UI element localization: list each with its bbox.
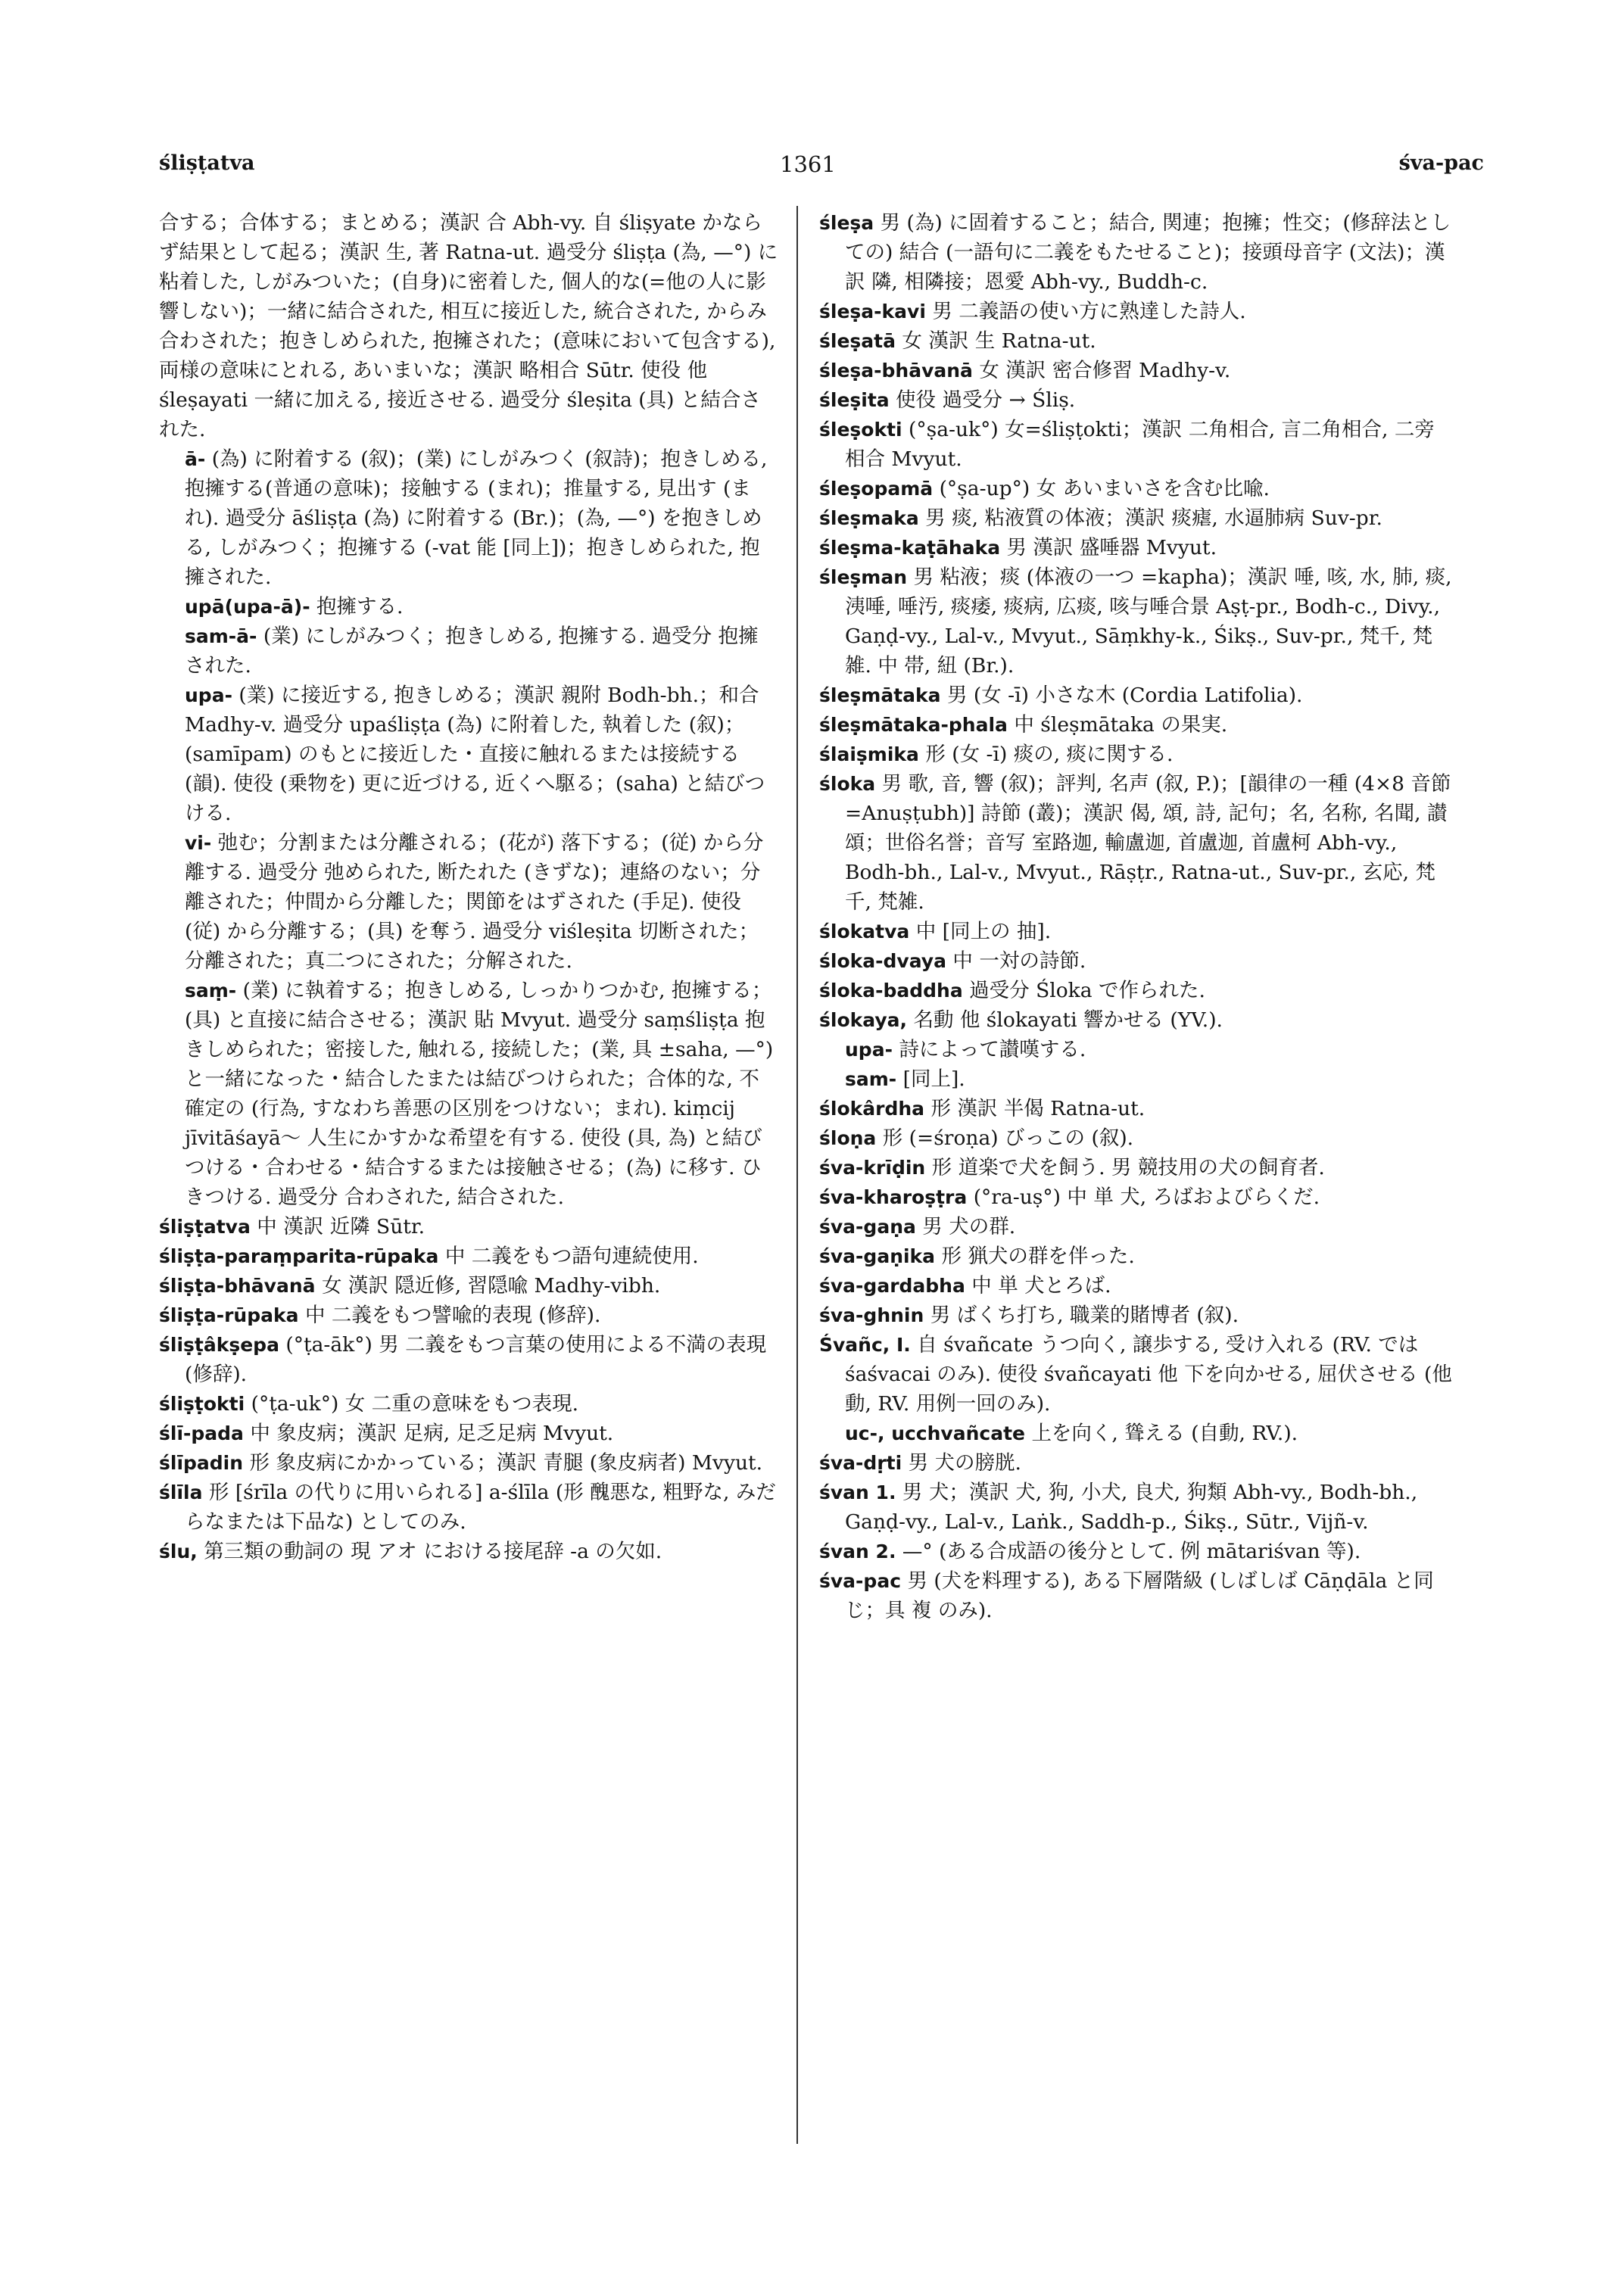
- entry-headword: ślu,: [159, 1541, 198, 1562]
- entry-definition: 使役 過受分 → Śliṣ.: [896, 388, 1076, 412]
- entry-definition: (°ṭa-āk°) 男 二義をもつ言葉の使用による不満の表現 (修辞).: [185, 1333, 767, 1386]
- entry-definition: 中 単 犬とろば.: [971, 1274, 1111, 1298]
- dictionary-entry: [819, 1123, 1454, 1153]
- dictionary-entry: [819, 1301, 1454, 1330]
- dictionary-entry: [819, 562, 1454, 681]
- dictionary-entry: [819, 415, 1454, 474]
- entry-headword: vi-: [185, 832, 212, 854]
- entry-definition: 中 一対の詩節.: [952, 949, 1086, 973]
- left-column: [159, 208, 778, 1566]
- entry-headword: śleṣmātaka-phala: [819, 714, 1008, 736]
- entry-definition: (°ṣa-uk°) 女=śliṣṭokti；漢訳 二角相合, 言二角相合, 二旁相合 Mvyut.: [845, 418, 1435, 471]
- right-column: [819, 208, 1454, 1625]
- entry-definition: 形 猟犬の群を伴った.: [941, 1245, 1135, 1268]
- running-head-left: śliṣṭatva: [159, 151, 255, 175]
- entry-definition: 弛む；分割または分離される；(花が) 落下する；(従) から分離する. 過受分 弛められた, 断たれた (きずな)；連絡のない；分離された；仲間から分離した；関節をはずされた (手足). 使役 (従) から分離する；(具) を奪う. 過受分 viśleṣita 切断された；分離された；真二つにされた；分解された.: [185, 831, 764, 973]
- dictionary-entry: [819, 1064, 1454, 1094]
- dictionary-entry: [819, 917, 1454, 946]
- entry-headword: śva-gaṇa: [819, 1216, 916, 1238]
- dictionary-entry: [819, 1330, 1454, 1419]
- entry-definition: 形 象皮病にかかっている；漢訳 青腿 (象皮病者) Mvyut.: [249, 1451, 763, 1475]
- entry-definition: 抱擁する.: [316, 595, 404, 618]
- entry-headword: ślokârdha: [819, 1098, 925, 1120]
- dictionary-entry: [819, 681, 1454, 710]
- entry-headword: śva-gardabha: [819, 1275, 965, 1297]
- entry-headword: śliṣṭatva: [159, 1216, 251, 1238]
- entry-definition: (業) に執着する；抱きしめる, しっかりつかむ, 抱擁する；(具) と直接に結合させる；漢訳 貼 Mvyut. 過受分 saṃśliṣṭa 抱きしめられた；密接した, 触れる, 接続した；(業, 具 ±saha, —°) と一緒になった・結合したまたは結びつけられた；合体的な, 不確定の (行為, すなわち善悪の区別をつけない；まれ). kiṃcij jīvitāśayā～ 人生にかすかな希望を有する. 使役 (具, 為) と結びつける・合わせる・結合するまたは接触させる；(為) に移す. ひきつける. 過受分 合わされた, 結合された.: [185, 979, 774, 1209]
- dictionary-entry: [819, 1182, 1454, 1212]
- dictionary-entry: [819, 385, 1454, 415]
- entry-headword: śleṣa: [819, 212, 874, 234]
- dictionary-entry: [819, 976, 1454, 1005]
- entry-definition: (°ṭa-uk°) 女 二重の意味をもつ表現.: [251, 1392, 579, 1416]
- dictionary-entry: [159, 1389, 778, 1419]
- page-number: 1361: [780, 151, 836, 177]
- entry-headword: śleṣita: [819, 389, 890, 411]
- entry-headword: śva-krīḍin: [819, 1157, 926, 1179]
- entry-headword: śliṣṭa-rūpaka: [159, 1304, 299, 1326]
- entry-headword: śleṣopamā: [819, 478, 934, 500]
- entry-definition: 男 二義語の使い方に熟達した詩人.: [932, 300, 1246, 323]
- entry-definition: 男 犬；漢訳 犬, 狗, 小犬, 良犬, 狗類 Abh-vy., Bodh-bh., Gaṇḍ-vy., Lal-v., Laṅk., Saddh-p., Śikṣ., Sūtr., Vijñ-v.: [845, 1481, 1418, 1534]
- entry-definition: 中 漢訳 近隣 Sūtr.: [257, 1215, 425, 1238]
- dictionary-entry: [819, 1537, 1454, 1566]
- entry-definition: 形 道楽で犬を飼う. 男 競技用の犬の飼育者.: [931, 1156, 1325, 1179]
- dictionary-entry: [819, 208, 1454, 297]
- entry-headword: śloka: [819, 773, 876, 795]
- entry-definition: 中 śleṣmātaka の果実.: [1014, 713, 1228, 737]
- dictionary-entry: [819, 1566, 1454, 1625]
- entry-definition: 男 粘液；痰 (体液の一つ =kapha)；漢訳 唾, 咳, 水, 肺, 痰, 洟唾, 唾汚, 痰痿, 痰病, 広痰, 咳与唾合景 Aṣṭ-pr., Bodh-c., Divy., Gaṇḍ-vy., Lal-v., Mvyut., Sāṃkhy-k., Śikṣ., Suv-pr., 梵千, 梵雑. 中 帯, 紐 (Br.).: [845, 565, 1452, 678]
- entry-definition: 中 二義をもつ譬喩的表現 (修辞).: [304, 1304, 601, 1327]
- entry-headword: śvan 1.: [819, 1481, 896, 1503]
- entry-definition: (業) にしがみつく；抱きしめる, 抱擁する. 過受分 抱擁された.: [185, 625, 759, 678]
- dictionary-entry: [159, 681, 778, 828]
- dictionary-entry: [159, 1478, 778, 1537]
- entry-definition: 形 漢訳 半偈 Ratna-ut.: [930, 1097, 1146, 1120]
- entry-definition: 男 犬の群.: [922, 1215, 1016, 1238]
- entry-headword: ślī-pada: [159, 1422, 244, 1444]
- entry-definition: 名動 他 ślokayati 響かせる (YV.).: [913, 1008, 1223, 1032]
- dictionary-entry: [159, 828, 778, 976]
- column-divider: [796, 206, 798, 2144]
- entry-definition: (°ra-uṣ°) 中 単 犬, ろばおよびらくだ.: [973, 1185, 1320, 1209]
- entry-definition: 中 二義をもつ語句連続使用.: [444, 1245, 699, 1268]
- running-head-right: śva-pac: [1398, 151, 1484, 175]
- dictionary-entry: [819, 769, 1454, 917]
- entry-headword: śliṣṭâkṣepa: [159, 1334, 279, 1356]
- entry-headword: Śvañc, I.: [819, 1334, 911, 1356]
- dictionary-entry: [819, 1478, 1454, 1537]
- dictionary-entry: [819, 1271, 1454, 1301]
- dictionary-entry: [819, 1212, 1454, 1242]
- entry-headword: śva-dṛti: [819, 1452, 902, 1474]
- entry-definition: 第三類の動詞の 現 アオ における接尾辞 -a の欠如.: [204, 1540, 662, 1563]
- entry-headword: śleṣokti: [819, 419, 902, 441]
- dictionary-entry: [819, 1242, 1454, 1271]
- dictionary-entry: [819, 297, 1454, 326]
- dictionary-entry: [159, 1330, 778, 1389]
- entry-headword: śliṣṭa-bhāvanā: [159, 1275, 316, 1297]
- dictionary-entry: [819, 356, 1454, 385]
- dictionary-entry: [819, 710, 1454, 740]
- entry-headword: śleṣmātaka: [819, 684, 941, 706]
- entry-headword: śvan 2.: [819, 1541, 896, 1562]
- entry-definition: 形 (女 -ī) 痰の, 痰に関する.: [925, 743, 1174, 766]
- entry-headword: śva-pac: [819, 1570, 902, 1592]
- dictionary-entry: [819, 1153, 1454, 1182]
- dictionary-entry: [159, 622, 778, 681]
- entry-definition: 女 漢訳 生 Ratna-ut.: [902, 329, 1096, 353]
- entry-definition: 男 ばくち打ち, 職業的賭博者 (叙).: [930, 1304, 1239, 1327]
- entry-definition: 中 象皮病；漢訳 足病, 足乏足病 Mvyut.: [250, 1422, 614, 1445]
- entry-headword: uc-, ucchvañcate: [845, 1422, 1025, 1444]
- entry-definition: 上を向く, 聳える (自動, RV.).: [1031, 1422, 1298, 1445]
- dictionary-entry: [159, 208, 778, 444]
- entry-headword: śloka-dvaya: [819, 950, 946, 972]
- entry-headword: ślaiṣmika: [819, 743, 919, 765]
- entry-headword: śva-ghnin: [819, 1304, 924, 1326]
- dictionary-entry: [159, 1419, 778, 1448]
- entry-definition: (°ṣa-up°) 女 あいまいさを含む比喩.: [939, 477, 1270, 500]
- entry-definition: 合する；合体する；まとめる；漢訳 合 Abh-vy. 自 śliṣyate かならず結果として起る；漢訳 生, 著 Ratna-ut. 過受分 śliṣṭa (為, —°) に粘着した, しがみついた；(自身)に密着した, 個人的な(=他の人に影響しない)；一緒に結合された, 相互に接近した, 統合された, からみ合わされた；抱きしめられた, 抱擁された；(意味において包含する), 両様の意味にとれる, あいまいな；漢訳 略相合 Sūtr. 使役 他 śleṣayati 一緒に加える, 接近させる. 過受分 śleṣita (具) と結合された.: [159, 211, 778, 441]
- dictionary-entry: [819, 474, 1454, 503]
- entry-definition: (為) に附着する (叙)；(業) にしがみつく (叙詩)；抱きしめる, 抱擁する(普通の意味)；接触する (まれ)；推量する, 見出す (まれ). 過受分 āśliṣṭa (為) に附着する (Br.)；(為, —°) を抱きしめる, しがみつく；抱擁する (-vat 能 [同上])；抱きしめられた, 抱擁された.: [185, 447, 768, 589]
- dictionary-entry: [159, 1301, 778, 1330]
- entry-definition: 男 (犬を料理する), ある下層階級 (しばしば Cāṇḍāla と同じ；具 複 のみ).: [845, 1569, 1434, 1622]
- entry-headword: ślokatva: [819, 921, 910, 942]
- entry-definition: —° (ある合成語の後分として. 例 mātariśvan 等).: [902, 1540, 1361, 1563]
- dictionary-entry: [159, 1448, 778, 1478]
- entry-headword: śleṣmaka: [819, 507, 919, 529]
- entry-definition: 男 (為) に固着すること；結合, 関連；抱擁；性交；(修辞法としての) 結合 (一語句に二義をもたせること)；接頭母音字 (文法)；漢訳 隣, 相隣接；恩愛 Abh-vy., Buddh-c.: [845, 211, 1451, 294]
- dictionary-entry: [159, 976, 778, 1212]
- dictionary-entry: [819, 1094, 1454, 1123]
- entry-headword: ā-: [185, 448, 206, 470]
- entry-definition: 男 痰, 粘液質の体液；漢訳 痰瘧, 水逼肺病 Suv-pr.: [925, 506, 1382, 530]
- entry-headword: sam-ā-: [185, 625, 257, 647]
- dictionary-entry: [819, 1035, 1454, 1064]
- entry-definition: 形 [śrīla の代りに用いられる] a-ślīla (形 醜悪な, 粗野な, みだらなまたは下品な) としてのみ.: [185, 1481, 776, 1534]
- entry-headword: upā(upa-ā)-: [185, 596, 310, 618]
- dictionary-entry: [819, 533, 1454, 562]
- entry-headword: śleṣa-kavi: [819, 301, 926, 322]
- dictionary-entry: [159, 1271, 778, 1301]
- dictionary-entry: [819, 946, 1454, 976]
- entry-headword: śliṣṭa-paraṃparita-rūpaka: [159, 1245, 439, 1267]
- dictionary-entry: [819, 326, 1454, 356]
- entry-definition: [同上].: [902, 1067, 965, 1091]
- entry-definition: 過受分 Śloka で作られた.: [969, 979, 1205, 1002]
- entry-definition: 形 (=śroṇa) びっこの (叙).: [882, 1126, 1134, 1150]
- entry-headword: śleṣma-kaṭāhaka: [819, 537, 1001, 559]
- dictionary-entry: [159, 444, 778, 592]
- entry-headword: śloka-baddha: [819, 980, 963, 1002]
- entry-headword: śleṣatā: [819, 330, 896, 352]
- entry-definition: 自 śvañcate うつ向く, 譲歩する, 受け入れる (RV. では śaśvacai のみ). 使役 śvañcayati 他 下を向かせる, 屈伏させる (他動, RV. 用例一回のみ).: [845, 1333, 1452, 1416]
- entry-headword: śloṇa: [819, 1127, 877, 1149]
- dictionary-entry: [159, 1212, 778, 1242]
- entry-headword: upa-: [185, 684, 232, 706]
- dictionary-entry: [159, 592, 778, 622]
- dictionary-entry: [819, 503, 1454, 533]
- dictionary-entry: [819, 1005, 1454, 1035]
- entry-definition: 詩によって讃嘆する.: [899, 1038, 1086, 1061]
- entry-definition: (業) に接近する, 抱きしめる；漢訳 親附 Bodh-bh.；和合 Madhy-v. 過受分 upaśliṣṭa (為) に附着した, 執着した (叙)；(samīpam) のもとに接近した・直接に触れるまたは接続する (韻). 使役 (乗物を) 更に近づける, 近くへ駆る；(saha) と結びつける.: [185, 684, 765, 825]
- entry-headword: śva-kharoṣṭra: [819, 1186, 968, 1208]
- entry-headword: ślīla: [159, 1481, 203, 1503]
- entry-headword: ślīpadin: [159, 1452, 244, 1474]
- dictionary-entry: [819, 1419, 1454, 1448]
- entry-headword: śleṣman: [819, 566, 908, 588]
- entry-headword: śva-gaṇika: [819, 1245, 936, 1267]
- dictionary-entry: [819, 1448, 1454, 1478]
- entry-definition: 女 漢訳 隠近修, 習隠喩 Madhy-vibh.: [321, 1274, 661, 1298]
- entry-definition: 男 歌, 音, 響 (叙)；評判, 名声 (叙, P.)；[韻律の一種 (4×8 音節 =Anuṣṭubh)] 詩節 (叢)；漢訳 偈, 頌, 詩, 記句；名, 名称, 名聞, 讃頌；世俗名誉；音写 室路迦, 輸盧迦, 首盧迦, 首盧柯 Abh-vy., Bodh-bh., Lal-v., Mvyut., Rāṣṭr., Ratna-ut., Suv-pr., 玄応, 梵千, 梵雑.: [845, 772, 1451, 914]
- entry-definition: 中 [同上の 抽].: [915, 920, 1052, 943]
- entry-headword: śliṣṭokti: [159, 1393, 245, 1415]
- entry-definition: 男 犬の膀胱.: [908, 1451, 1021, 1475]
- entry-definition: 男 漢訳 盛唾器 Mvyut.: [1006, 536, 1217, 559]
- dictionary-entry: [159, 1242, 778, 1271]
- entry-headword: sam-: [845, 1068, 897, 1090]
- entry-definition: 女 漢訳 密合修習 Madhy-v.: [979, 359, 1231, 382]
- entry-headword: saṃ-: [185, 980, 237, 1002]
- entry-headword: upa-: [845, 1039, 893, 1061]
- entry-definition: 男 (女 -ī) 小さな木 (Cordia Latifolia).: [946, 684, 1303, 707]
- dictionary-entry: [819, 740, 1454, 769]
- entry-headword: śleṣa-bhāvanā: [819, 360, 973, 382]
- dictionary-entry: [159, 1537, 778, 1566]
- entry-headword: ślokaya,: [819, 1009, 908, 1031]
